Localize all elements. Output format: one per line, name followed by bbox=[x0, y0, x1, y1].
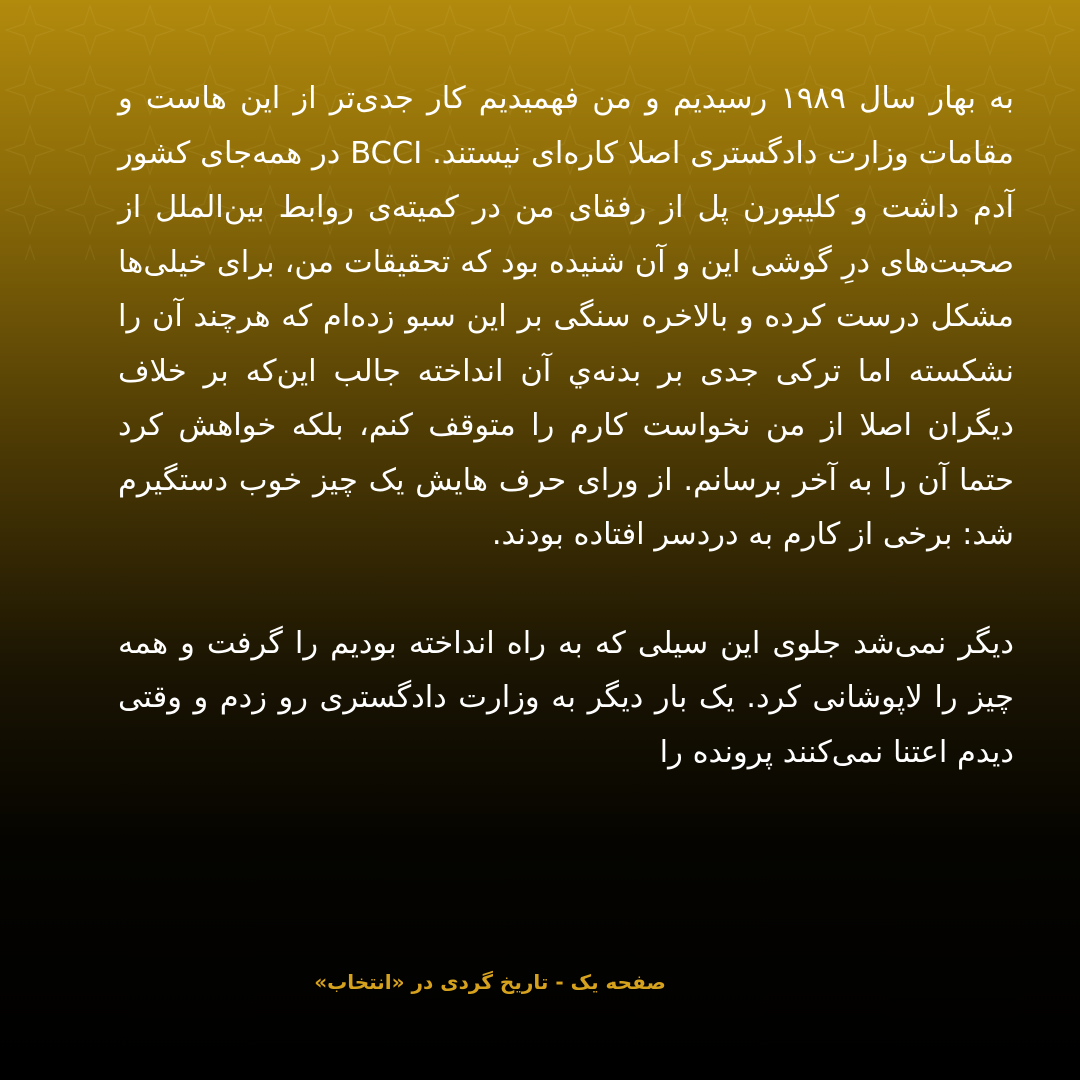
paragraph-2: دیگر نمی‌شد جلوی این سیلی که به راه انداخته بودیم را گرفت و همه چیز را لاپوشانی کرد. یک بار دیگر به وزارت دادگستری رو زدم و وقتی دیدم اعتنا نمی‌کنند پرونده را bbox=[118, 625, 1014, 770]
paragraph-1: به بهار سال ۱۹۸۹ رسیدیم و من فهمیدیم کار جدی‌تر از این هاست و مقامات وزارت دادگستری اصلا کاره‌ای نیستند. BCCI در همه‌جای کشور آدم داشت و کلیبورن پل از رفقای من در کمیته‌ی روابط بین‌الملل از صحبت‌های درِ گوشی این و آن شنیده بود که تحقیقات من، برای خیلی‌ها مشکل درست کرده و بالاخره سنگی بر این سبو زده‌ام که هرچند آن را نشکسته اما ترکی جدی بر بدنه‌ي آن انداخته جالب این‌که بر خلاف دیگران اصلا از من نخواست کارم را متوقف کنم، بلکه خواهش کرد حتما آن را به آخر برسانم. از ورای حرف هایش یک چیز خوب دستگیرم شد: برخی از کارم به دردسر افتاده بودند. bbox=[118, 81, 1014, 552]
article-body bbox=[118, 72, 1014, 780]
footer-caption-text: صفحه یک - تاریخ گردی در «انتخاب» bbox=[314, 970, 666, 994]
footer-caption bbox=[0, 970, 1080, 994]
